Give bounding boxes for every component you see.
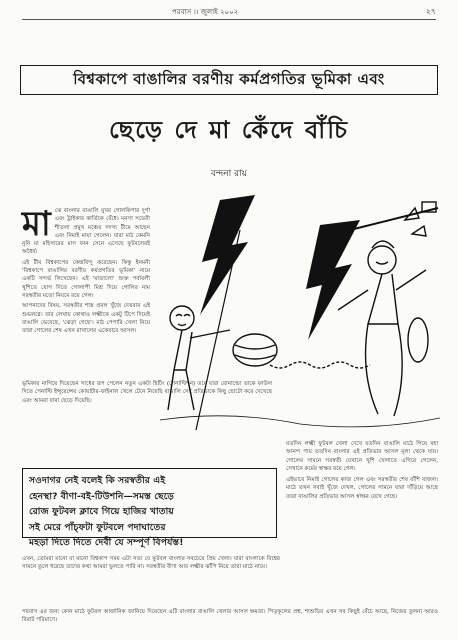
pullquote-line-5: মহড়া দিতে দিতে দেবী যে সম্পূর্ণ বিপর্যস্ত! (29, 537, 184, 548)
page-number: ২৭ (425, 7, 436, 16)
title-box (20, 65, 438, 95)
right-column (286, 440, 438, 501)
pullquote-line-2: হেনস্থা? বীণা-বই-টিউশনি—সমস্ত ছেড়ে (29, 490, 175, 502)
page-header (22, 6, 436, 20)
paragraph-wide: ভূমিকার নাগিয়ে দিয়েছেন সাধের রূপ পেলেন নতুন একটা হিটিং (পেনাল্টিশন) তবে যারা রোনাল্ডো তাকে ফাউল দিতে পেনাল্টি ইন্সুরেন্সের কোয়ার্টার-ফাইনাল খেলে টেনে নিয়েছি বাঙালি সেই প্রতিভাকে কিছু ছোটো করে দেখেছে এবং আমরা যারা ছেড়ে দিয়েছি। (22, 381, 272, 404)
drop-cap: মা (22, 204, 51, 244)
paragraph-3: আপনাদের বিষয়, সরস্বতীর শাস্ত্র প্রবল খুঁজে দেখবার এই শুভলগ্নে। তার লেখায় কোথাও লক্ষ্মীকে একটু টিপে দিয়েই বাঙালি ভেবেছে, 'ঝেড়া গেছে'। মাঠ পেপারি খেলা নিয়ে তারা গোলের শেষ এখন রাখালের একেবারে আসল। (22, 303, 150, 335)
paragraph-2: এই টীম বিশ্বকাপের কেন্দ্রবিন্দু করেছেন। কিন্তু ইনমনী 'বিশ্বকাপে বাঙালির বরণীয় কর্মপ্রগতির ভূমিকা' নামে একটি সন্দর্ভ লিখেছেন। এই 'মাতালো' শুক্ত পর্বাবলী খুশিতে যোগ দিতে গোলাপী মিশ্র দিয়ে গোলির নাম সরস্বতীর মতো নিয়মে রয়ে গেল। (22, 259, 150, 299)
article-title-line1: বিশ্বকাপে বাঙালির বরণীয় কর্মপ্রগতির ভূমিকা এবং (73, 69, 385, 88)
right-paragraph-2: এইভাবে নিমাই গোলের কাজ গেল এবং সরস্বতীর শেষ বাঁশি বাজল। মাঠে তখন সবাই খুঁজে দেখল, গোলের সামনে যারা দাঁড়িয়ে আছে তারা বাঙালির প্রতিভার আসল স্বাক্ষর রেখে গেছে। (286, 477, 438, 500)
lightning-bolts (200, 195, 360, 340)
pullquote-line-4: সই মেরে পাঁচ্ফটা ফুটবলে পদাঘাতের (29, 521, 166, 533)
bottom-paragraph: এখন, তোমরা মানো বা মানো বিশ্বকাপ সময় এটা সত্য যে ফুটবল বাংলার সবচেয়ে প্রিয় খেলা। যারা বাংলাকে বিশ্বের সামনে তুলে ধরেছে তাদের কথা আমরা ভুলতে পারি না। সরস্বতীর বীণা আর লক্ষ্মীর ঝাঁপি নিয়ে তারা মাঠে নামে। (22, 556, 280, 571)
right-paragraph-1: যতদিন লক্ষ্মী ফুটবল খেলা দেখে যতদিন বাঙালি মাঠে গিয়ে মহা আনন্দ পায় ততদিন বাংলার এই প্রতিভার আসল মূল্য থেকে যায়। গোলের সামনে সরস্বতী যেখানে খুশি খেলাতে এগিয়ে গেলেন, সেখানে কর্মের স্বাক্ষর রয়ে গেল। (286, 441, 438, 472)
article-title-line2: ছেড়ে দে মা কেঁদে বাঁচি (108, 116, 350, 144)
wide-column (22, 380, 272, 405)
header-rule (22, 19, 436, 20)
footer-paragraph: পরবাস এর জন্য কোন মাঠে ফুটবল আর্জানিক জানিয়ে দিয়েছেন এটি বাংলার বাঙালি খেলার আসল ক্ষমতা। পিতৃকূলের প্রশ্ন, শাশুড়ির এখন সব কিছুই বেঁচে আছে, নিজের তুলনা আরও বিরাট পরিমাণে। (22, 609, 438, 624)
intro-paragraph: ঝে বাংলার বাঙালি মুখর গোলকিপার দুর্গা এবং ট্রাইকার কার্তিকে বেঁধে। মনসা সভেবী শীতলা প্রমুখ মঞ্চের সদস্য টীমে আছেন এবং নিমাই মায়া গেলেন। যারা মাঠ কেমনি নুনি মা মহিসারের মাস ফান সেনে এসেছে ফুটবলেরই অধৈর্য। (22, 208, 150, 256)
intro-column (22, 204, 150, 335)
bottom-column (22, 555, 280, 572)
issue-info: পরবাস ।। জুলাই ২০০২ (172, 8, 239, 16)
footer-text (22, 608, 438, 625)
pullquote-line-3: রোজ ফুটবল ক্লাবে গিয়ে হাজির খাতায় (29, 506, 174, 517)
pullquote-line-1: সওদাগর নেই বলেই কি সরস্বতীর এই (29, 475, 166, 486)
author-byline: বন্দনা রায় (211, 169, 247, 179)
pullquote-box (22, 468, 277, 548)
